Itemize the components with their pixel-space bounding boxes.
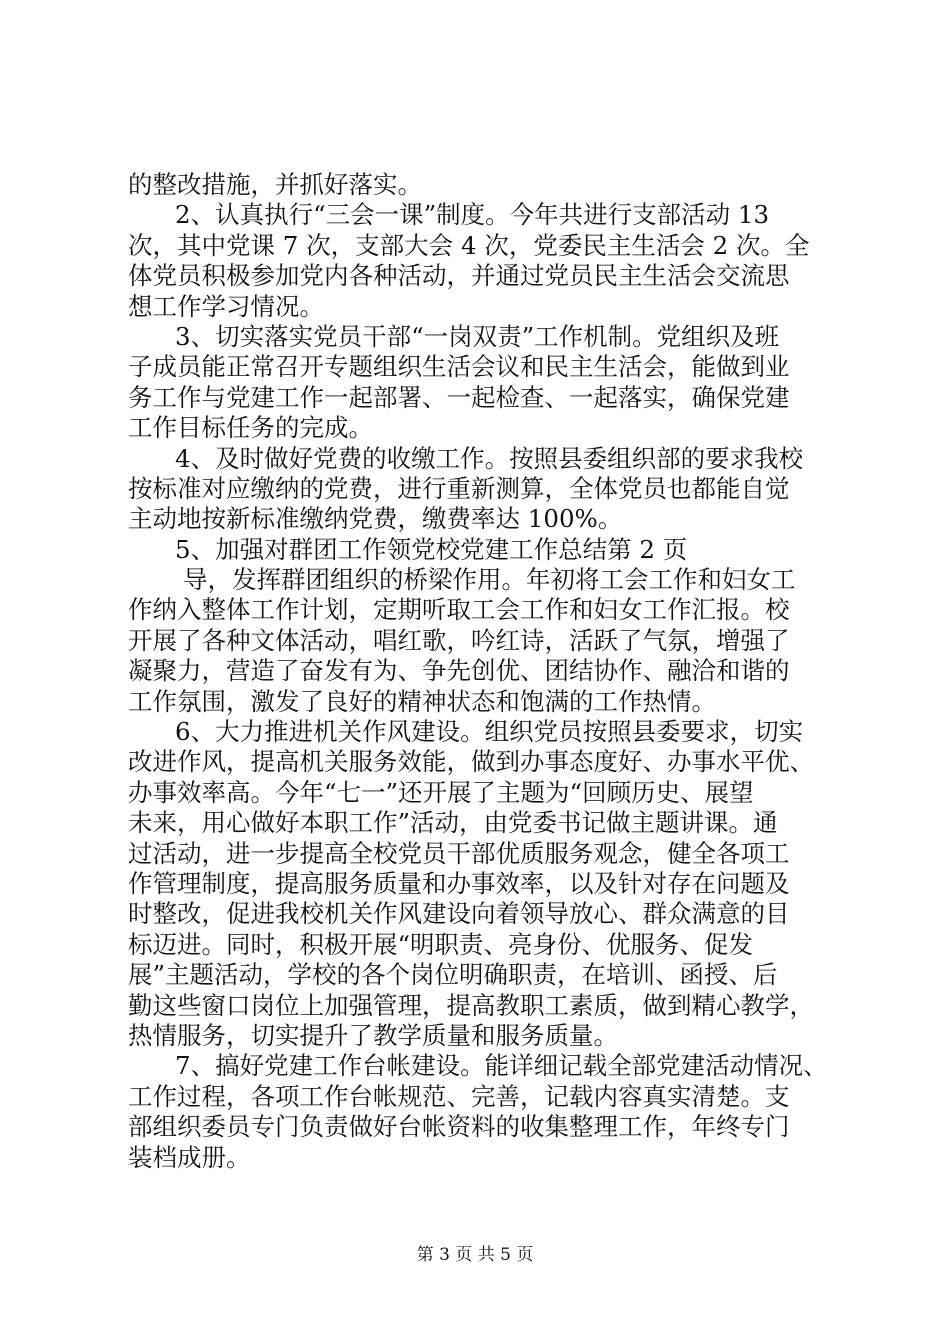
document-body bbox=[128, 170, 828, 1173]
text-line: 展”主题活动，学校的各个岗位明确职责，在培训、函授、后 bbox=[128, 960, 778, 990]
text-line: 次，其中党课 7 次，支部大会 4 次，党委民主生活会 2 次。全 bbox=[128, 230, 810, 260]
text-line: 务工作与党建工作一起部署、一起检查、一起落实，确保党建 bbox=[128, 382, 790, 412]
text-line: 4、及时做好党费的收缴工作。按照县委组织部的要求我校 bbox=[175, 443, 804, 473]
text-line: 的整改措施，并抓好落实。 bbox=[128, 170, 422, 199]
text-line: 部组织委员专门负责做好台帐资料的收集整理工作，年终专门 bbox=[128, 1112, 790, 1142]
text-line: 作管理制度，提高服务质量和办事效率，以及针对存在问题及 bbox=[128, 868, 790, 898]
text-line: 想工作学习情况。 bbox=[128, 291, 324, 321]
text-line: 标迈进。同时，积极开展“明职责、亮身份、优服务、促发 bbox=[128, 929, 754, 959]
text-line: 装档成册。 bbox=[128, 1142, 251, 1172]
text-line: 7、搞好党建工作台帐建设。能详细记载全部党建活动情况、 bbox=[175, 1051, 828, 1081]
text-line: 时整改，促进我校机关作风建设向着领导放心、群众满意的目 bbox=[128, 899, 790, 929]
text-line: 热情服务，切实提升了教学质量和服务质量。 bbox=[128, 1020, 618, 1050]
text-line: 凝聚力，营造了奋发有为、争先创优、团结协作、融洽和谐的 bbox=[128, 656, 790, 686]
text-line: 主动地按新标准缴纳党费，缴费率达 100%。 bbox=[128, 504, 623, 534]
text-line: 体党员积极参加党内各种活动，并通过党员民主生活会交流思 bbox=[128, 261, 790, 291]
text-line: 未来，用心做好本职工作”活动，由党委书记做主题讲课。通 bbox=[128, 808, 778, 838]
text-line: 办事效率高。今年“七一”还开展了主题为“回顾历史、展望 bbox=[128, 777, 754, 807]
text-line: 按标准对应缴纳的党费，进行重新测算，全体党员也都能自觉 bbox=[128, 473, 790, 503]
text-line: 3、切实落实党员干部“一岗双责”工作机制。党组织及班 bbox=[175, 321, 780, 351]
text-line: 过活动，进一步提高全校党员干部优质服务观念，健全各项工 bbox=[128, 838, 790, 868]
text-line: 导，发挥群团组织的桥梁作用。年初将工会工作和妇女工 bbox=[183, 565, 796, 595]
text-line: 2、认真执行“三会一课”制度。今年共进行支部活动 13 bbox=[175, 200, 770, 230]
text-line: 作纳入整体工作计划，定期听取工会工作和妇女工作汇报。校 bbox=[128, 595, 790, 625]
text-line: 勤这些窗口岗位上加强管理，提高教职工素质，做到精心教学， bbox=[128, 990, 814, 1020]
page-footer: 第 3 页 共 5 页 bbox=[416, 1245, 534, 1265]
text-line: 工作目标任务的完成。 bbox=[128, 413, 373, 443]
text-line: 子成员能正常召开专题组织生活会议和民主生活会，能做到业 bbox=[128, 352, 790, 382]
text-line: 6、大力推进机关作风建设。组织党员按照县委要求，切实 bbox=[175, 717, 804, 747]
text-line: 改进作风，提高机关服务效能，做到办事态度好、办事水平优、 bbox=[128, 747, 814, 777]
text-line: 工作过程，各项工作台帐规范、完善，记载内容真实清楚。支 bbox=[128, 1081, 790, 1111]
text-line: 工作氛围，激发了良好的精神状态和饱满的工作热情。 bbox=[128, 686, 716, 716]
text-line: 开展了各种文体活动，唱红歌，吟红诗，活跃了气氛，增强了 bbox=[128, 625, 790, 655]
text-line: 5、加强对群团工作领党校党建工作总结第 2 页 bbox=[175, 534, 688, 564]
